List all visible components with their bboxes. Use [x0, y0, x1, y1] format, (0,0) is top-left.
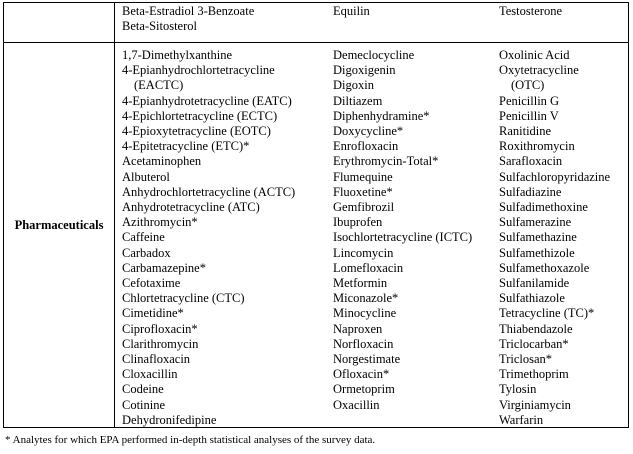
analyte-item: Lincomycin: [333, 245, 394, 260]
analyte-item: Albuterol: [122, 169, 170, 184]
analyte-item: (EACTC): [134, 78, 184, 93]
analyte-item: Roxithromycin: [499, 139, 575, 154]
analyte-item: Penicillin G: [499, 93, 560, 108]
analyte-item: Flumequine: [333, 169, 393, 184]
analyte-item: Carbadox: [122, 245, 171, 260]
analyte-item: Digoxin: [333, 78, 374, 93]
analyte-item: Norfloxacin: [333, 336, 394, 351]
analyte-item: Cotinine: [122, 397, 166, 412]
analyte-item: Acetaminophen: [122, 154, 202, 169]
analyte-item: Tylosin: [499, 382, 537, 397]
analyte-item: Azithromycin*: [122, 215, 198, 230]
analyte-item: Ranitidine: [499, 124, 552, 139]
analyte-item: Sulfanilamide: [499, 276, 570, 291]
analyte-item: 4-Epitetracycline (ETC)*: [122, 139, 250, 154]
analyte-item: Virginiamycin: [499, 397, 571, 412]
analyte-item: Cimetidine*: [122, 306, 184, 321]
analyte-item: Isochlortetracycline (ICTC): [333, 230, 473, 245]
analyte-item: 4-Epianhydrochlortetracycline: [122, 63, 275, 78]
analyte-item: Cloxacillin: [122, 367, 178, 382]
analyte-item: Clarithromycin: [122, 336, 199, 351]
analyte-item: Sulfadimethoxine: [499, 200, 588, 215]
analyte-item: Carbamazepine*: [122, 260, 206, 275]
analyte-item: Oxolinic Acid: [499, 48, 570, 62]
column-header-line: Beta-Estradiol 3-Benzoate: [122, 4, 255, 18]
analyte-item: Sulfadiazine: [499, 184, 562, 199]
analyte-item: Miconazole*: [333, 291, 399, 306]
analyte-item: Sulfathiazole: [499, 291, 565, 306]
analyte-item: Sarafloxacin: [499, 154, 563, 169]
column-header-2: [333, 4, 472, 45]
analyte-item: Tetracycline (TC)*: [499, 306, 595, 321]
column-items-1: [122, 48, 295, 428]
analyte-item: Oxacillin: [333, 397, 380, 412]
analyte-item: Cefotaxime: [122, 276, 181, 291]
analyte-column-3: [499, 4, 610, 428]
analyte-item: Enrofloxacin: [333, 139, 399, 154]
analyte-item: 1,7-Dimethylxanthine: [122, 48, 233, 62]
analyte-item: 4-Epianhydrotetracycline (EATC): [122, 93, 292, 108]
analyte-item: Chlortetracycline (CTC): [122, 291, 245, 306]
analyte-item: Diltiazem: [333, 93, 383, 108]
analyte-item: Naproxen: [333, 321, 383, 336]
analyte-item: Dehydronifedipine: [122, 412, 217, 427]
analyte-item: Ormetoprim: [333, 382, 395, 397]
analyte-item: Penicillin V: [499, 108, 559, 123]
column-header-1: [122, 4, 295, 45]
analyte-item: Triclocarban*: [499, 336, 569, 351]
analyte-item: Ibuprofen: [333, 215, 383, 230]
analyte-item: 4-Epioxytetracycline (EOTC): [122, 124, 271, 139]
analyte-item: Clinafloxacin: [122, 352, 191, 367]
analyte-column-1: [122, 4, 295, 428]
analyte-item: Digoxigenin: [333, 63, 396, 78]
analyte-column-2: [333, 4, 472, 413]
analyte-item: Doxycycline*: [333, 124, 404, 139]
analyte-item: Lomefloxacin: [333, 260, 404, 275]
column-items-2: [333, 48, 472, 413]
analyte-item: Norgestimate: [333, 352, 401, 367]
analyte-item: Codeine: [122, 382, 164, 397]
analyte-item: Trimethoprim: [499, 367, 569, 382]
analyte-item: Anhydrochlortetracycline (ACTC): [122, 184, 296, 199]
analyte-item: Minocycline: [333, 306, 397, 321]
analyte-item: Triclosan*: [499, 352, 553, 367]
analyte-item: Ciprofloxacin*: [122, 321, 198, 336]
column-header-3: [499, 4, 610, 45]
column-divider: [114, 2, 115, 428]
analyte-item: Thiabendazole: [499, 321, 573, 336]
analyte-item: Metformin: [333, 276, 388, 291]
analyte-item: (OTC): [511, 78, 545, 93]
analyte-item: 4-Epichlortetracycline (ECTC): [122, 108, 278, 123]
analyte-item: Diphenhydramine*: [333, 108, 430, 123]
analyte-item: Sulfamethoxazole: [499, 260, 590, 275]
column-header-line: Equilin: [333, 4, 370, 18]
analyte-item: Caffeine: [122, 230, 165, 245]
analyte-item: Sulfamethazine: [499, 230, 577, 245]
analyte-item: Oxytetracycline: [499, 63, 579, 78]
analyte-item: Demeclocycline: [333, 48, 415, 62]
analyte-item: Gemfibrozil: [333, 200, 395, 215]
analyte-item: Erythromycin-Total*: [333, 154, 439, 169]
analyte-item: Warfarin: [499, 412, 544, 427]
analyte-item: Sulfamerazine: [499, 215, 572, 230]
analyte-item: Fluoxetine*: [333, 184, 393, 199]
column-header-line: Testosterone: [499, 4, 562, 18]
column-items-3: [499, 48, 610, 428]
analyte-item: Sulfachloropyridazine: [499, 169, 611, 184]
analyte-item: Ofloxacin*: [333, 367, 390, 382]
analyte-item: Sulfamethizole: [499, 245, 575, 260]
column-header-line: Beta-Sitosterol: [122, 19, 197, 34]
analyte-item: Anhydrotetracycline (ATC): [122, 200, 260, 215]
footnote: * Analytes for which EPA performed in-depth statistical analyses of the survey data.: [5, 434, 376, 446]
row-label-pharmaceuticals: Pharmaceuticals: [14, 218, 104, 232]
